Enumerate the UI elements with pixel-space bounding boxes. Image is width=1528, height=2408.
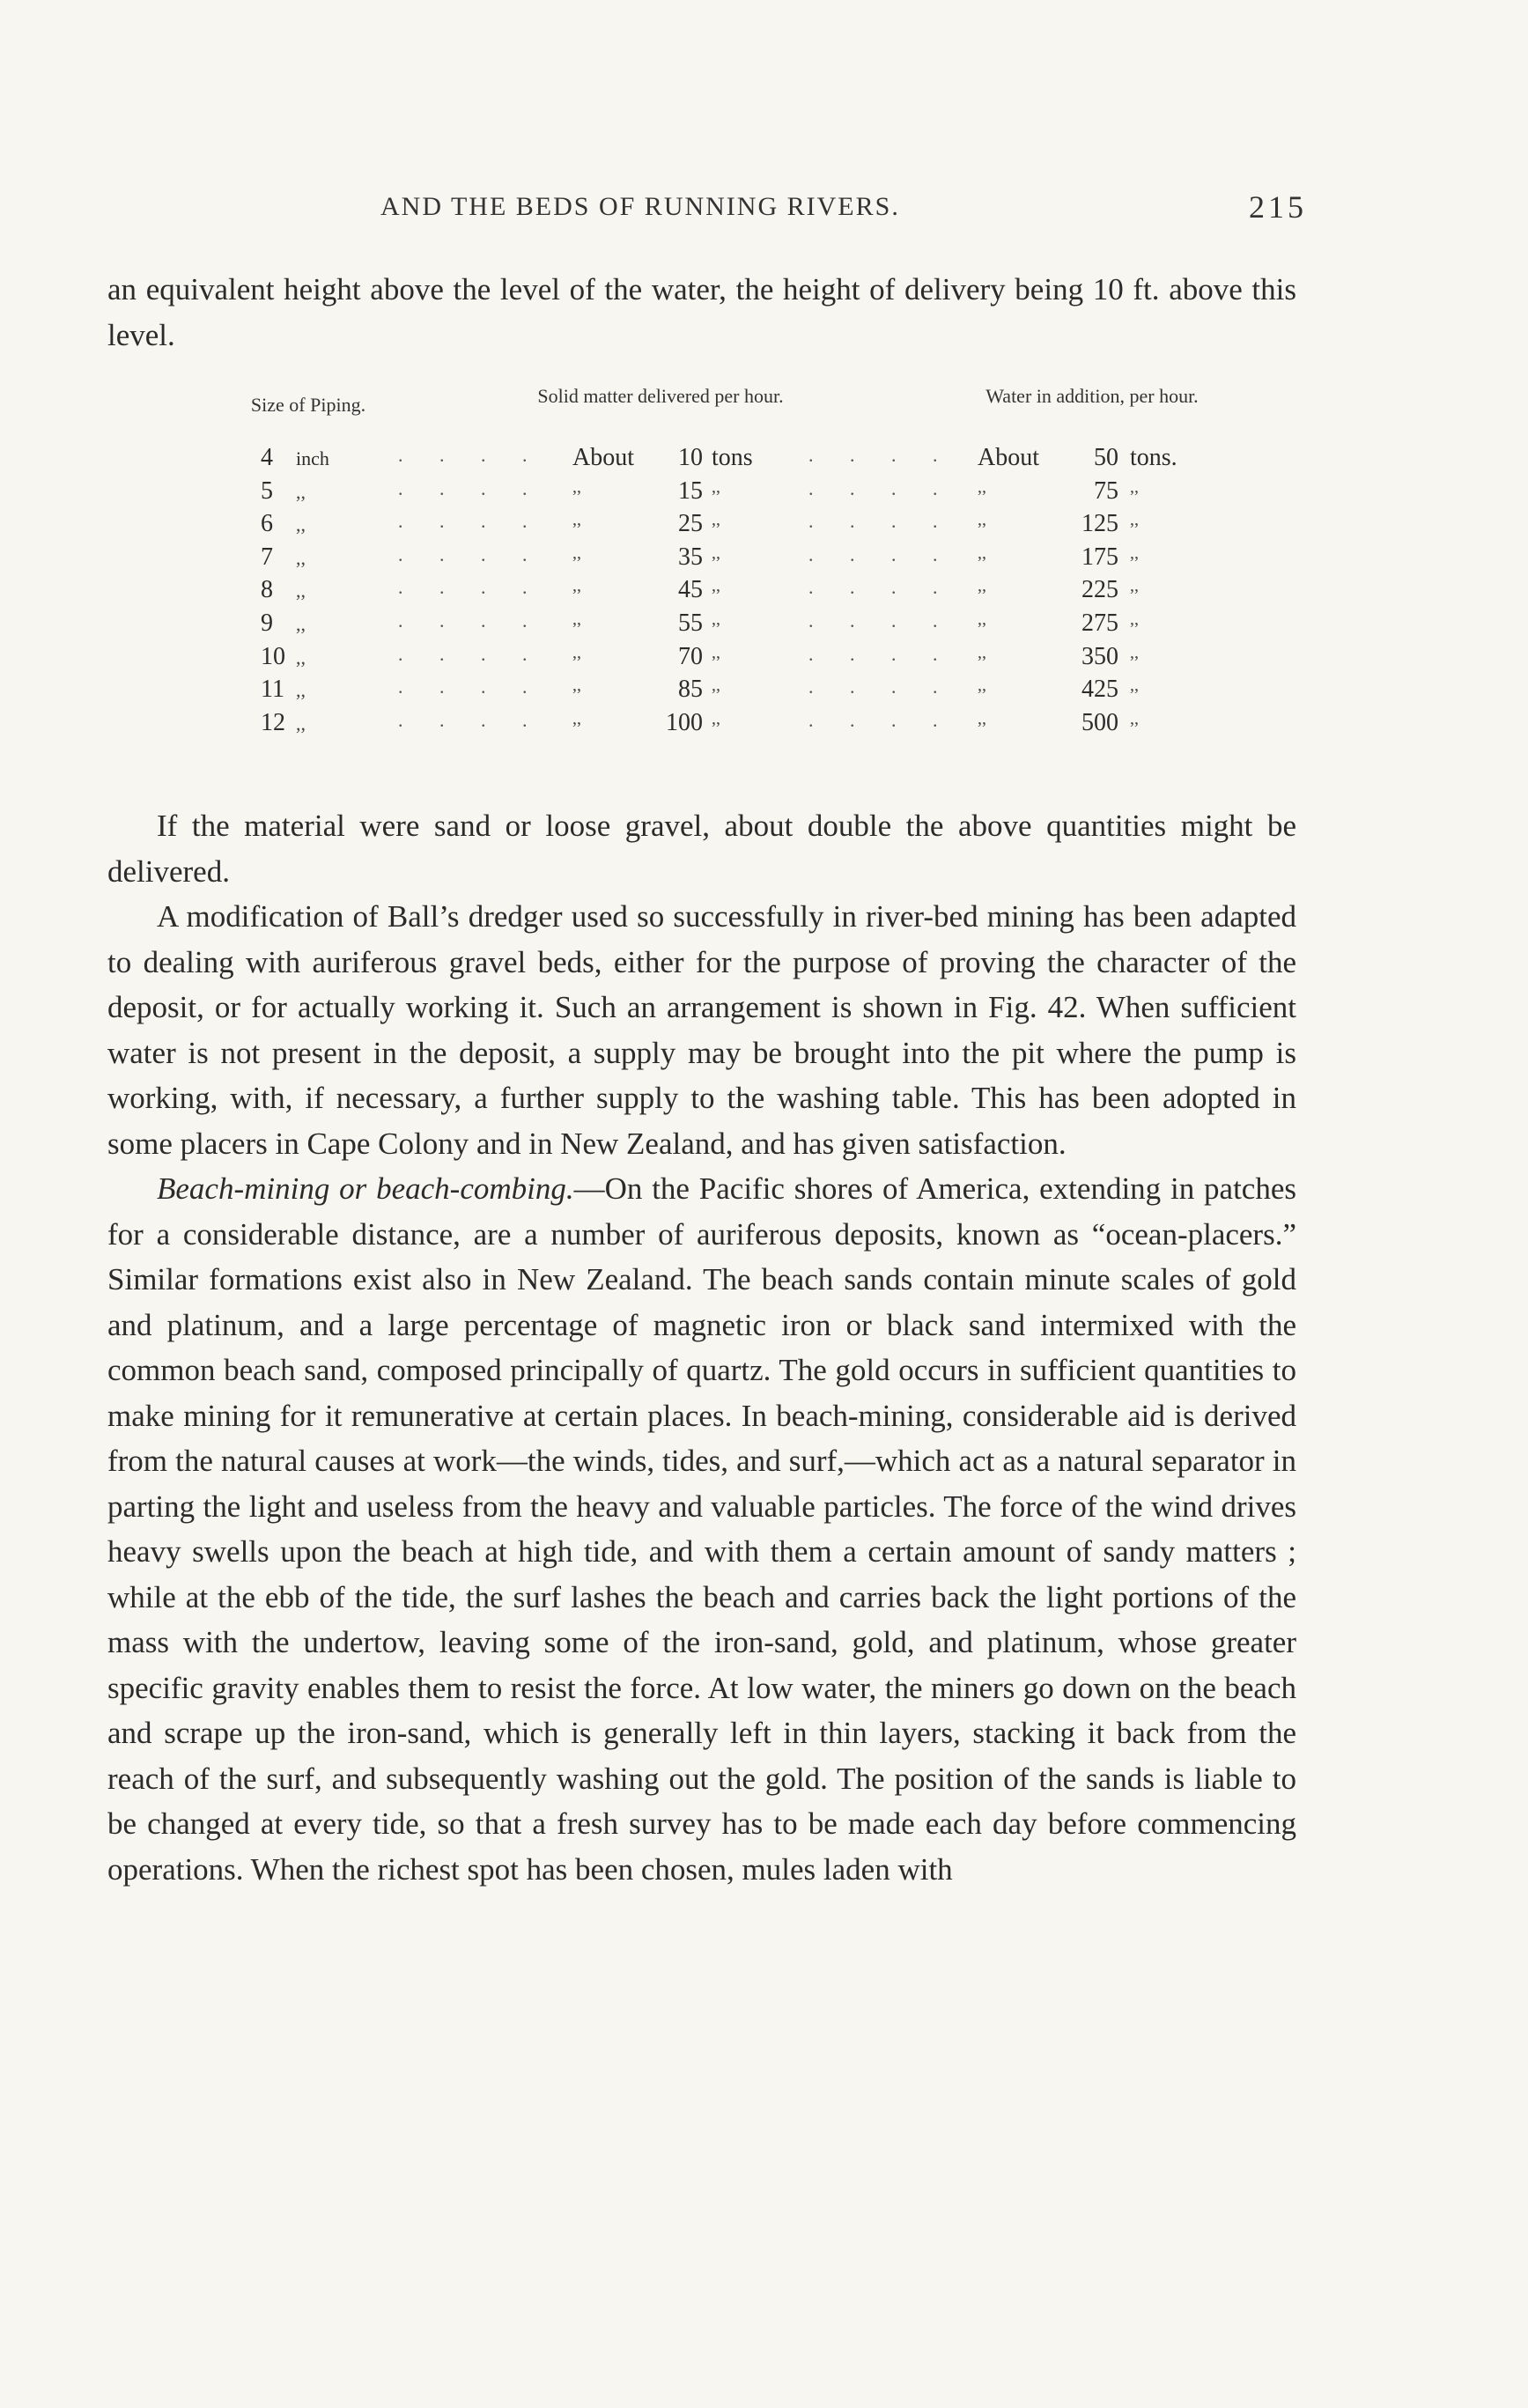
intro-paragraph (107, 267, 1296, 358)
size-cell (261, 609, 358, 638)
solid-unit: tons (712, 444, 753, 471)
header-size: Size of Piping. (250, 394, 366, 416)
page-number: 215 (1249, 189, 1307, 225)
size-unit: ,, (296, 580, 306, 602)
solid-value: 10 (678, 444, 703, 471)
solid-value: 25 (678, 510, 703, 538)
header-solid: Solid matter delivered per hour. (537, 385, 784, 407)
solid-unit: ,, (712, 642, 720, 662)
body-text (107, 803, 1296, 1892)
size-value: 12 (261, 708, 285, 736)
dredger-paragraph: A modification of Ball’s dredger used so successfully in river-bed mining has been adapted to dealing with auriferous gravel beds, either for the purpose of proving the character of the deposit, or for actually working it. Such an arrangement is shown in Fig. 42. When sufficient water is not present in the deposit, a supply may be brought into the pit where the pump is working, with, if necessary, a further supply to the washing table. This has been adopted in some placers in Cape Colony and in New Zealand, and has given satisfaction. (107, 899, 1296, 1161)
size-unit: ,, (296, 546, 306, 569)
water-prefix: ,, (978, 708, 986, 728)
size-value: 6 (261, 510, 273, 538)
size-cell (261, 510, 358, 538)
water-unit: ,, (1130, 642, 1139, 662)
size-cell (261, 709, 358, 737)
leader-dots: . . . . (398, 444, 543, 466)
water-unit: ,, (1130, 609, 1139, 629)
solid-prefix: ,, (572, 676, 581, 696)
water-unit: ,, (1130, 510, 1139, 530)
size-unit: ,, (296, 513, 306, 536)
leader-dots: . . . . (808, 444, 954, 466)
size-cell (261, 543, 358, 572)
beach-text: —On the Pacific shores of America, extending in patches for a considerable distance, are a number of auriferous deposits, known as “ocean-placers.” Similar formations exist also in New Zealand. The beach sands contain minute scales of gold and platinum, and a large percentage of magnetic iron or black sand intermixed with the common beach sand, composed principally of quartz. The gold occurs in sufficient quantities to make mining for it remunerative at certain places. In beach-mining, considerable aid is derived from the natural causes at work—the winds, tides, and surf,—which act as a natural separator in parting the light and useless from the heavy and valuable particles. The force of the wind drives heavy swells upon the beach at high tide, and with them a certain amount of sandy matters ; while at the ebb of the tide, the surf lashes the beach and carries back the light portions of the mass with the undertow, leaving some of the iron-sand, gold, and platinum, whose greater specific gravity enables them to resist the force. At low water, the miners go down on the beach and scrape up the iron-sand, which is generally left in thin layers, stacking it back from the reach of the surf, and subsequently washing out the gold. The position of the sands is liable to be changed at every tide, so that a fresh survey has to be made each day before commencing operations. When the richest spot has been chosen, mules laden with (107, 1171, 1296, 1887)
water-value: 50 (1094, 444, 1118, 471)
solid-value: 45 (678, 576, 703, 604)
water-unit: ,, (1130, 476, 1139, 497)
intro-text: an equivalent height above the level of the water, the height of delivery being 10 ft. above this level. (107, 272, 1296, 352)
solid-prefix: ,, (572, 543, 581, 563)
water-prefix: ,, (978, 642, 986, 662)
leader-dots: . . . . (398, 708, 543, 731)
leader-dots: . . . . (808, 708, 954, 731)
leader-dots: . . . . (398, 510, 543, 533)
solid-unit: ,, (712, 510, 720, 530)
table-row (0, 510, 1528, 543)
leader-dots: . . . . (808, 576, 954, 599)
leader-dots: . . . . (808, 642, 954, 665)
table-row (0, 576, 1528, 609)
solid-unit: ,, (712, 708, 720, 728)
water-unit: tons. (1130, 444, 1177, 471)
leader-dots: . . . . (398, 676, 543, 698)
solid-unit: ,, (712, 476, 720, 497)
size-unit: ,, (296, 613, 306, 635)
table-row (0, 676, 1528, 708)
leader-dots: . . . . (398, 543, 543, 565)
running-head: AND THE BEDS OF RUNNING RIVERS. (380, 192, 900, 221)
solid-value: 55 (678, 609, 703, 637)
size-cell (261, 444, 358, 472)
leader-dots: . . . . (808, 609, 954, 632)
leader-dots: . . . . (808, 510, 954, 533)
water-value: 175 (1081, 543, 1118, 571)
solid-prefix: ,, (572, 510, 581, 530)
solid-unit: ,, (712, 543, 720, 563)
solid-prefix: ,, (572, 642, 581, 662)
water-value: 500 (1081, 708, 1118, 736)
water-unit: ,, (1130, 543, 1139, 563)
size-cell (261, 576, 358, 604)
leader-dots: . . . . (808, 676, 954, 698)
size-value: 5 (261, 476, 273, 505)
water-value: 425 (1081, 676, 1118, 704)
beach-section-title: Beach-mining or beach-combing. (157, 1171, 574, 1206)
water-prefix: ,, (978, 676, 986, 696)
solid-unit: ,, (712, 576, 720, 596)
solid-value: 70 (678, 642, 703, 670)
header-water: Water in addition, per hour. (985, 385, 1199, 407)
solid-prefix: ,, (572, 576, 581, 596)
water-prefix: ,, (978, 476, 986, 497)
water-prefix: About (978, 444, 1039, 471)
table-row (0, 609, 1528, 642)
water-value: 225 (1081, 576, 1118, 604)
water-value: 275 (1081, 609, 1118, 637)
size-cell (261, 477, 358, 506)
solid-value: 35 (678, 543, 703, 571)
size-unit: ,, (296, 679, 306, 702)
piping-table (0, 386, 1528, 756)
size-unit: ,, (296, 646, 306, 668)
solid-prefix: About (572, 444, 634, 471)
table-row (0, 709, 1528, 742)
solid-prefix: ,, (572, 476, 581, 497)
water-unit: ,, (1130, 676, 1139, 696)
table-row (0, 477, 1528, 510)
solid-value: 100 (666, 708, 703, 736)
leader-dots: . . . . (398, 609, 543, 632)
water-prefix: ,, (978, 576, 986, 596)
beach-paragraph (107, 1166, 1296, 1892)
water-prefix: ,, (978, 609, 986, 629)
solid-value: 85 (678, 676, 703, 704)
size-cell (261, 676, 358, 704)
solid-unit: ,, (712, 609, 720, 629)
solid-value: 15 (678, 476, 703, 505)
size-cell (261, 643, 358, 671)
size-value: 10 (261, 642, 285, 670)
leader-dots: . . . . (808, 476, 954, 499)
leader-dots: . . . . (398, 476, 543, 499)
table-row (0, 444, 1528, 476)
water-unit: ,, (1130, 708, 1139, 728)
leader-dots: . . . . (398, 642, 543, 665)
water-unit: ,, (1130, 576, 1139, 596)
size-unit: inch (296, 447, 329, 469)
leader-dots: . . . . (398, 576, 543, 599)
leader-dots: . . . . (808, 543, 954, 565)
water-value: 75 (1094, 476, 1118, 505)
size-value: 9 (261, 609, 273, 637)
size-unit: ,, (296, 480, 306, 503)
size-value: 7 (261, 543, 273, 571)
solid-prefix: ,, (572, 708, 581, 728)
water-prefix: ,, (978, 543, 986, 563)
size-unit: ,, (296, 712, 306, 735)
table-row (0, 643, 1528, 676)
size-value: 8 (261, 576, 273, 604)
solid-unit: ,, (712, 676, 720, 696)
water-value: 350 (1081, 642, 1118, 670)
sand-paragraph: If the material were sand or loose gravel, about double the above quantities might be delivered. (107, 809, 1296, 889)
water-value: 125 (1081, 510, 1118, 538)
size-value: 4 (261, 444, 273, 471)
size-value: 11 (261, 676, 284, 704)
solid-prefix: ,, (572, 609, 581, 629)
table-row (0, 543, 1528, 576)
water-prefix: ,, (978, 510, 986, 530)
